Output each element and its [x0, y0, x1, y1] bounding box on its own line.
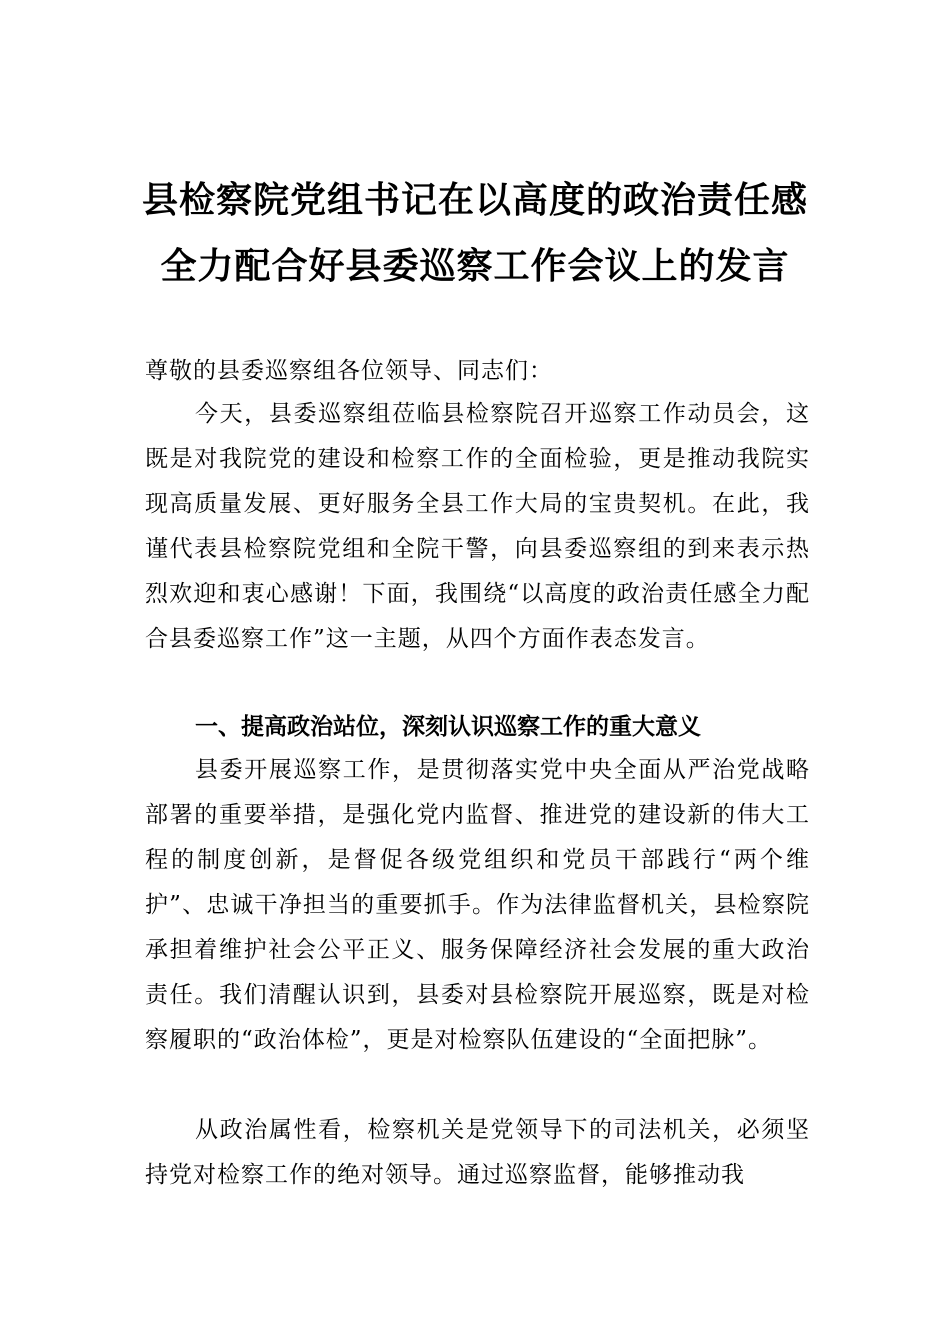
document-title-line-1: 县检察院党组书记在以高度的政治责任感: [141, 179, 808, 221]
paragraph-2: 县委开展巡察工作，是贯彻落实党中央全面从严治党战略部署的重要举措，是强化党内监督、推进党的建设新的伟大工程的制度创新，是督促各级党组织和党员干部践行“两个维护”、忠诚干净担当的重要抓手。作为法律监督机关，县检察院承担着维护社会公平正义、服务保障经济社会发展的重大政治责任。我们清醒认识到，县委对县检察院开展巡察，既是对检察履职的“政治体检”，更是对检察队伍建设的“全面把脉”。: [145, 757, 810, 1053]
paragraph-3: 从政治属性看，检察机关是党领导下的司法机关，必须坚持党对检察工作的绝对领导。通过巡察监督，能够推动我: [145, 1117, 810, 1188]
document-title-line-2: 全力配合好县委巡察工作会议上的发言: [160, 245, 790, 287]
section-heading-1: 一、提高政治站位，深刻认识巡察工作的重大意义: [195, 714, 701, 740]
salutation: 尊敬的县委巡察组各位领导、同志们：: [145, 358, 553, 384]
paragraph-1: 今天，县委巡察组莅临县检察院召开巡察工作动员会，这既是对我院党的建设和检察工作的全面检验，更是推动我院实现高质量发展、更好服务全县工作大局的宝贵契机。在此，我谨代表县检察院党组和全院干警，向县委巡察组的到来表示热烈欢迎和衷心感谢！下面，我围绕“以高度的政治责任感全力配合县委巡察工作”这一主题，从四个方面作表态发言。: [145, 401, 810, 652]
